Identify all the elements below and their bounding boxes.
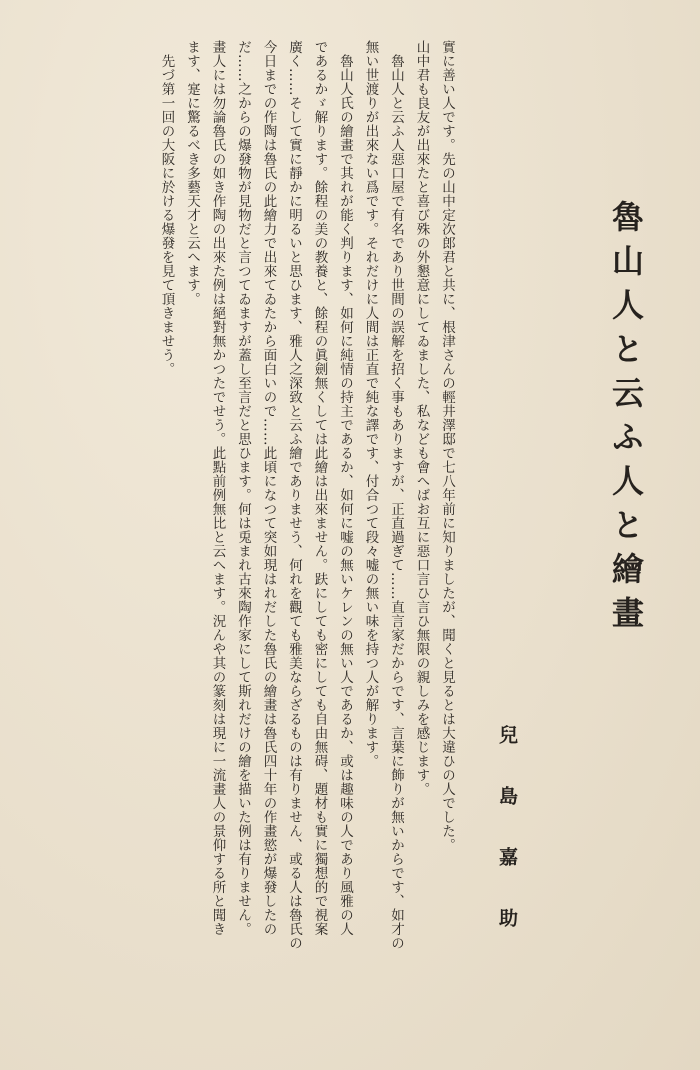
author-name: 兒島嘉助 <box>496 725 518 969</box>
text-column: 先づ第一回の大阪に於ける爆發を見て頂きませう。 <box>158 54 175 376</box>
text-column: ます、寔に驚るべき多藝天才と云へます。 <box>184 40 200 306</box>
text-column: であるかゞ解ります。餘程の美の教養と、餘程の眞劍無くしては此繪は出來ません。趺にしても密にしても自由無碍、題材も實に獨想的で視案 <box>311 40 328 936</box>
text-column: 山中君も良友が出來たと喜び殊の外懇意にしてゐました、私なども會へばお互に惡口言ひ言ひ無限の親しみを感じます。 <box>413 40 430 796</box>
text-column: だ……之からの爆發物が見物だと言つてゐますが蓋し至言だと思ひます。何は兎まれ古來陶作家にして斯れだけの繪を描いた例は有りません。 <box>235 40 251 936</box>
text-column: 魯山人と云ふ人惡口屋で有名であり世間の誤解を招く事もありますが、正直過ぎて……直言家だからです、言葉に飾りが無いからです、如才の <box>388 54 404 950</box>
text-column: 實に善い人です。先の山中定次郎君と共に、根津さんの輕井澤邸で七八年前に知りましたが、聞くと見るとは大違ひの人でした。 <box>439 40 455 852</box>
text-column: 畫人には勿論魯氏の如き作陶の出來た例は絕對無かつたでせう。此點前例無比と云へます。況んや其の篆刻は現に一流畫人の景仰する所と聞き <box>209 40 226 936</box>
text-column: 今日までの作陶は魯氏の此繪力で出來てゐたから面白いので……此頃になつて突如現はれだした魯氏の繪畫は魯氏四十年の作畫慾が爆發したの <box>260 40 277 936</box>
text-column: 廣く……そして實に靜かに明るいと思ひます、雅人之深致と云ふ繪でありませう、何れを觀ても雅美ならざるものは有りません、或る人は魯氏の <box>286 40 302 950</box>
article-title: 魯山人と云ふ人と繪畫 <box>607 200 645 640</box>
text-column: 魯山人氏の繪畫で其れが能く判ります、如何に純情の持主であるか、如何に嘘の無いケレンの無い人であるか、或は趣味の人であり風雅の人 <box>337 54 353 936</box>
article-body <box>28 40 453 1040</box>
text-column: 無い世渡りが出來ない爲です。それだけに人間は正直で純な譯です、付合つて段々嘘の無い味を持つ人が解ります。 <box>362 40 379 768</box>
